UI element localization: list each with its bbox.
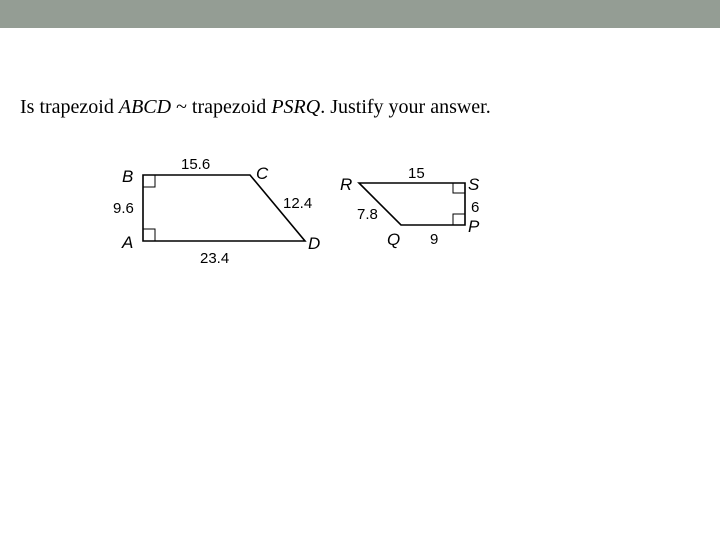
side-label-qp: 9 xyxy=(430,231,439,248)
vertex-label-b: B xyxy=(122,167,134,186)
question-shape-psrq: PSRQ xyxy=(271,96,321,118)
right-angle-b xyxy=(143,175,155,187)
trapezoid-abcd-outline xyxy=(143,175,305,241)
vertex-label-p: P xyxy=(468,217,480,236)
question-prefix: Is trapezoid xyxy=(20,96,119,118)
side-label-ab: 9.6 xyxy=(113,200,134,217)
question-shape-abcd: ABCD xyxy=(118,96,172,118)
similar-symbol: ~ xyxy=(171,96,192,118)
vertex-label-a: A xyxy=(122,233,134,252)
vertex-label-q: Q xyxy=(387,230,401,249)
side-label-rs: 15 xyxy=(408,165,425,182)
vertex-label-d: D xyxy=(308,234,321,253)
side-label-ad: 23.4 xyxy=(200,250,230,267)
trapezoid-psrq xyxy=(340,165,480,249)
vertex-label-s: S xyxy=(468,175,480,194)
side-label-rq: 7.8 xyxy=(357,206,378,223)
question-middle: trapezoid xyxy=(191,96,272,118)
vertex-label-c: C xyxy=(256,164,269,183)
trapezoid-abcd xyxy=(113,156,320,267)
question-suffix: . Justify your answer. xyxy=(320,96,491,118)
vertex-label-r: R xyxy=(340,175,353,194)
right-angle-p xyxy=(453,214,465,225)
right-angle-a xyxy=(143,229,155,241)
side-label-cd: 12.4 xyxy=(283,195,313,212)
side-label-sp: 6 xyxy=(471,199,480,216)
right-angle-s xyxy=(453,183,465,193)
side-label-bc: 15.6 xyxy=(181,156,211,173)
